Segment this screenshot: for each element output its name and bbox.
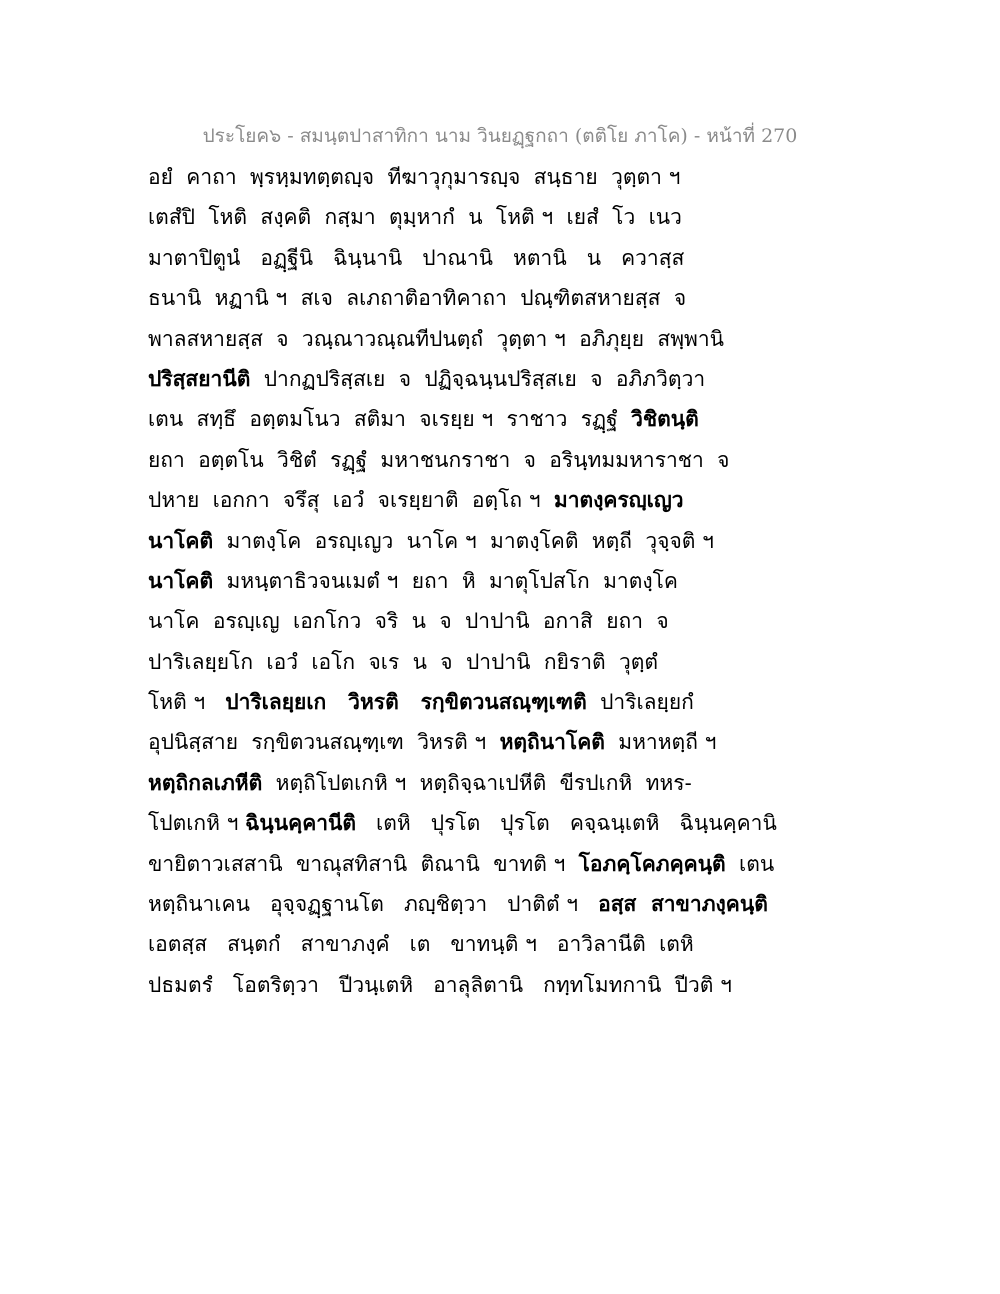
bold-term: วิชิตนฺติ	[631, 406, 699, 432]
bold-term: นาโคติ	[148, 527, 214, 553]
text-body	[148, 157, 868, 1005]
text-segment: มาตาปิตูนํ อฏฺฐีนิ ฉินฺนานิ ปาณานิ หตานิ น ควาสฺส	[148, 245, 685, 270]
text-segment: โปตเกหิ ฯ	[148, 811, 246, 836]
text-line	[148, 480, 868, 520]
text-segment: เอตสฺส สนฺตกํ สาขาภงฺคํ เต ขาทนฺติ ฯ อาวิลานีติ เตหิ	[148, 932, 694, 957]
text-segment: นาโค อรญฺเญ เอกโกว จริ น จ ปาปานิ อกาสิ ยถา จ	[148, 609, 669, 634]
bold-term: ปาริเลยฺยเก วิหรติ รกฺขิตวนสณฺฑฺเฑติ	[225, 689, 587, 715]
text-line	[148, 924, 868, 964]
text-segment: เตสํปิ โหติ สงฺคติ กสฺมา ตุมฺหากํ น โหติ ฯ เยสํ โว เนว	[148, 205, 682, 230]
text-line	[148, 965, 868, 1005]
text-segment: อุปนิสฺสาย รกฺขิตวนสณฺฑฺเฑ วิหรติ ฯ	[148, 730, 500, 755]
page-header: ประโยค๖ - สมนฺตปาสาทิกา นาม วินยฏฺฐกถา (ตติโย ภาโค) - หน้าที่ 270	[202, 125, 798, 147]
text-line	[148, 803, 868, 843]
text-segment: มหนฺตาธิวจนเมตํ ฯ ยถา หิ มาตุโปสโก มาตงฺโค	[213, 568, 678, 593]
text-line	[148, 521, 868, 561]
text-segment: ปหาย เอกกา จรึสุ เอวํ จเรยฺยาติ อตฺโถ ฯ	[148, 488, 554, 513]
bold-term: อสฺส สาขาภงฺคนฺติ	[598, 891, 768, 917]
text-line	[148, 722, 868, 762]
text-line	[148, 561, 868, 601]
text-segment: ขายิตาวเสสานิ ขาณุสทิสานิ ติณานิ ขาทติ ฯ	[148, 851, 579, 876]
bold-term: หตฺถินาโคติ	[499, 729, 605, 755]
text-line	[148, 157, 868, 197]
text-segment: อยํ คาถา พฺรหฺมทตฺตญฺจ ทีฆาวุกุมารญฺจ สนฺธาย วุตฺตา ฯ	[148, 165, 681, 189]
text-segment: ปธมตรํ โอตริตฺวา ปีวนฺเตหิ อาลุลิตานิ กทฺทโมทกานิ ปีวติ ฯ	[148, 972, 732, 997]
text-line	[148, 763, 868, 803]
text-segment: ปาริเลยฺยกํ	[586, 690, 694, 715]
text-line	[148, 844, 868, 884]
text-segment: เตน	[725, 851, 775, 876]
bold-term: มาตงฺครญฺเญว	[553, 487, 684, 513]
text-segment: มาตงฺโค อรญฺเญว นาโค ฯ มาตงฺโคติ หตฺถี วุจฺจติ ฯ	[213, 528, 714, 553]
text-segment: หตฺถินาเคน อุจฺจฏฺฐานโต ภญฺชิตฺวา ปาติตํ ฯ	[148, 892, 599, 917]
text-line	[148, 884, 868, 924]
bold-term: ฉินฺนคฺคานีติ	[245, 810, 357, 836]
bold-term: โอภคฺโคภคฺคนฺติ	[578, 850, 726, 876]
text-segment: ปากฏปริสฺสเย จ ปฏิจฺฉนฺนปริสฺสเย จ อภิภวิตฺวา	[250, 366, 706, 391]
text-segment: ยถา อตฺตโน วิชิตํ รฏฺฐํ มหาชนกราชา จ อรินฺทมมหาราชา จ	[148, 447, 730, 472]
text-line	[148, 399, 868, 439]
bold-term: หตฺถิกลเภหีติ	[148, 769, 263, 795]
text-segment: เตน สทฺธึ อตฺตมโนว สติมา จเรยฺย ฯ ราชาว รฏฺฐํ	[148, 407, 632, 432]
text-line	[148, 359, 868, 399]
bold-term: ปริสฺสยานีติ	[148, 365, 251, 391]
text-line	[148, 238, 868, 278]
text-line	[148, 642, 868, 682]
text-segment: หตฺถิโปตเกหิ ฯ หตฺถิจฺฉาเปหีติ ขีรปเกหิ ทหร-	[262, 770, 692, 795]
text-segment: มหาหตฺถี ฯ	[604, 730, 717, 755]
text-line	[148, 278, 868, 318]
text-segment: พาลสหายสฺส จ วณฺณาวณฺณทีปนตฺถํ วุตฺตา ฯ อภิภุยฺย สพฺพานิ	[148, 326, 725, 351]
text-line	[148, 682, 868, 722]
text-line	[148, 440, 868, 480]
text-segment: เตหิ ปุรโต ปุรโต คจฺฉนฺเตหิ ฉินฺนคฺคานิ	[356, 811, 777, 836]
text-segment: โหติ ฯ	[148, 690, 226, 715]
text-line	[148, 601, 868, 641]
text-segment: ธนานิ หฏานิ ฯ สเจ ลเภถาติอาทิคาถา ปณฺฑิตสหายสฺส จ	[148, 286, 687, 311]
text-segment: ปาริเลยฺยโก เอวํ เอโก จเร น จ ปาปานิ กยิราติ วุตฺตํ	[148, 649, 659, 674]
bold-term: นาโคติ	[148, 567, 214, 593]
text-line	[148, 319, 868, 359]
text-line	[148, 197, 868, 237]
